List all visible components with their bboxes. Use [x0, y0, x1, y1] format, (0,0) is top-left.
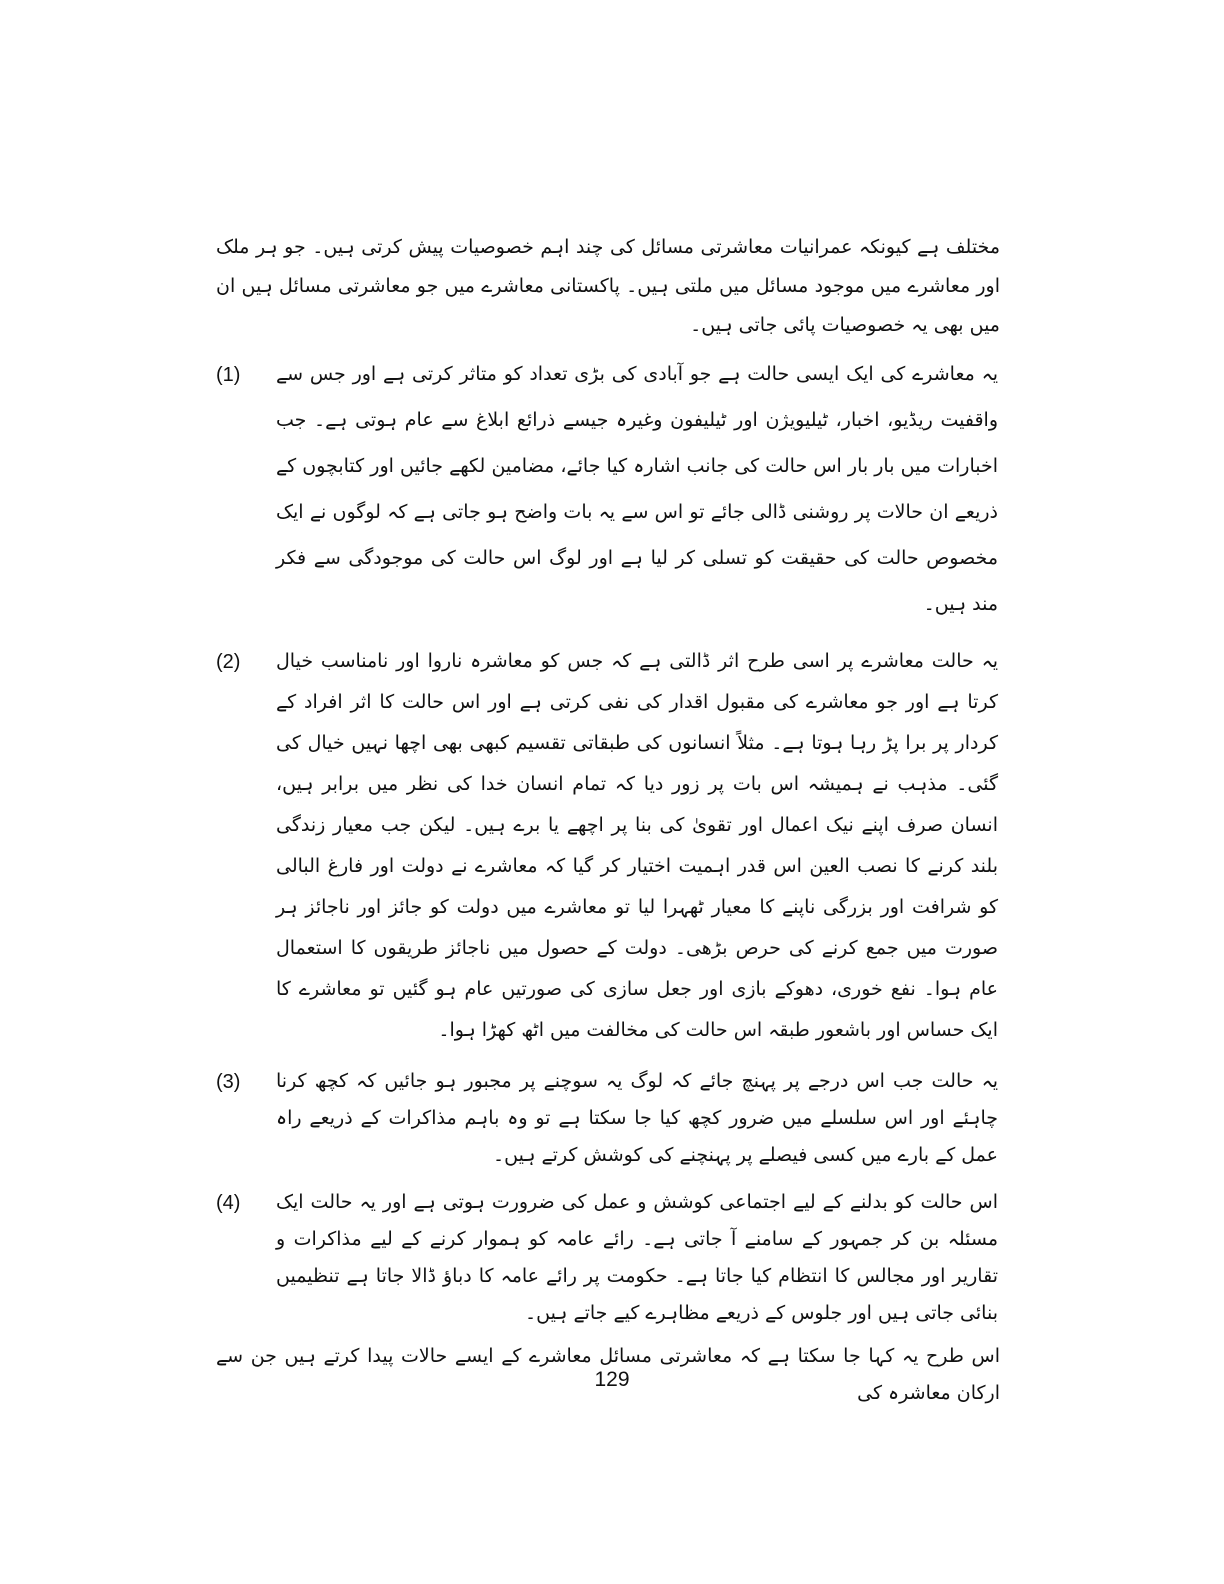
list-item-2: [216, 641, 1000, 1051]
list-item-number: (1): [216, 364, 241, 386]
list-item-1: [216, 351, 1000, 627]
intro-paragraph: مختلف ہے کیونکہ عمرانیات معاشرتی مسائل کی چند اہم خصوصیات پیش کرتی ہیں۔ جو ہر ملک اور معاشرے میں موجود مسائل میں ملتی ہیں۔ پاکستانی معاشرے میں جو معاشرتی مسائل ہیں ان میں بھی یہ خصوصیات پائی جاتی ہیں۔: [216, 236, 1000, 336]
list-item-text: یہ حالت معاشرے پر اسی طرح اثر ڈالتی ہے کہ جس کو معاشرہ ناروا اور نامناسب خیال کرتا ہے اور جو معاشرے کی مقبول اقدار کی نفی کرتی ہے اور اس حالت کا اثر افراد کے کردار پر برا پڑ رہا ہوتا ہے۔ مثلاً انسانوں کی طبقاتی تقسیم کبھی بھی اچھا نہیں خیال کی گئی۔ مذہب نے ہمیشہ اس بات پر زور دیا کہ تمام انسان خدا کی نظر میں برابر ہیں، انسان صرف اپنے نیک اعمال اور تقویٰ کی بنا پر اچھے یا برے ہیں۔ لیکن جب معیار زندگی بلند کرنے کا نصب العین اس قدر اہمیت اختیار کر گیا کہ معاشرے نے دولت اور فارغ البالی کو شرافت اور بزرگی ناپنے کا معیار ٹھہرا لیا تو معاشرے میں دولت کو جائز اور ناجائز ہر صورت میں جمع کرنے کی حرص بڑھی۔ دولت کے حصول میں ناجائز طریقوں کا استعمال عام ہوا۔ نفع خوری، دھوکے بازی اور جعل سازی کی صورتیں عام ہو گئیں تو معاشرے کا ایک حساس اور باشعور طبقہ اس حالت کی مخالفت میں اٹھ کھڑا ہوا۔: [276, 650, 998, 1041]
list-item-text: یہ معاشرے کی ایک ایسی حالت ہے جو آبادی کی بڑی تعداد کو متاثر کرتی ہے اور جس سے واقفیت ریڈیو، اخبار، ٹیلیویژن اور ٹیلیفون وغیرہ جیسے ذرائع ابلاغ سے عام ہوتی ہے۔ جب اخبارات میں بار بار اس حالت کی جانب اشارہ کیا جائے، مضامین لکھے جائیں اور کتابچوں کے ذریعے ان حالات پر روشنی ڈالی جائے تو اس سے یہ بات واضح ہو جاتی ہے کہ لوگوں نے ایک مخصوص حالت کی حقیقت کو تسلی کر لیا ہے اور لوگ اس حالت کی موجودگی سے فکر مند ہیں۔: [276, 363, 998, 615]
list-item-text: اس حالت کو بدلنے کے لیے اجتماعی کوشش و عمل کی ضرورت ہوتی ہے اور یہ حالت ایک مسئلہ بن کر جمہور کے سامنے آ جاتی ہے۔ رائے عامہ کو ہموار کرنے کے لیے مذاکرات و تقاریر اور مجالس کا انتظام کیا جاتا ہے۔ حکومت پر رائے عامہ کا دباؤ ڈالا جاتا ہے تنظیمیں بنائی جاتی ہیں اور جلوس کے ذریعے مظاہرے کیے جاتے ہیں۔: [276, 1191, 998, 1324]
list-item-text: یہ حالت جب اس درجے پر پہنچ جائے کہ لوگ یہ سوچنے پر مجبور ہو جائیں کہ کچھ کرنا چاہئے اور اس سلسلے میں ضرور کچھ کیا جا سکتا ہے تو وہ باہم مذاکرات کے ذریعے راہ عمل کے بارے میں کسی فیصلے پر پہنچنے کی کوشش کرتے ہیں۔: [276, 1070, 998, 1166]
closing-paragraph: اس طرح یہ کہا جا سکتا ہے کہ معاشرتی مسائل معاشرے کے ایسے حالات پیدا کرتے ہیں جن سے ارکان معاشرہ کی: [216, 1345, 1000, 1404]
body-text: [216, 228, 1000, 1412]
page-number: 129: [594, 1368, 630, 1391]
list-item-number: (4): [216, 1192, 241, 1214]
list-item-number: (2): [216, 651, 241, 673]
list-item-number: (3): [216, 1071, 241, 1093]
list-item-3: [216, 1063, 1000, 1174]
list-item-4: [216, 1184, 1000, 1332]
